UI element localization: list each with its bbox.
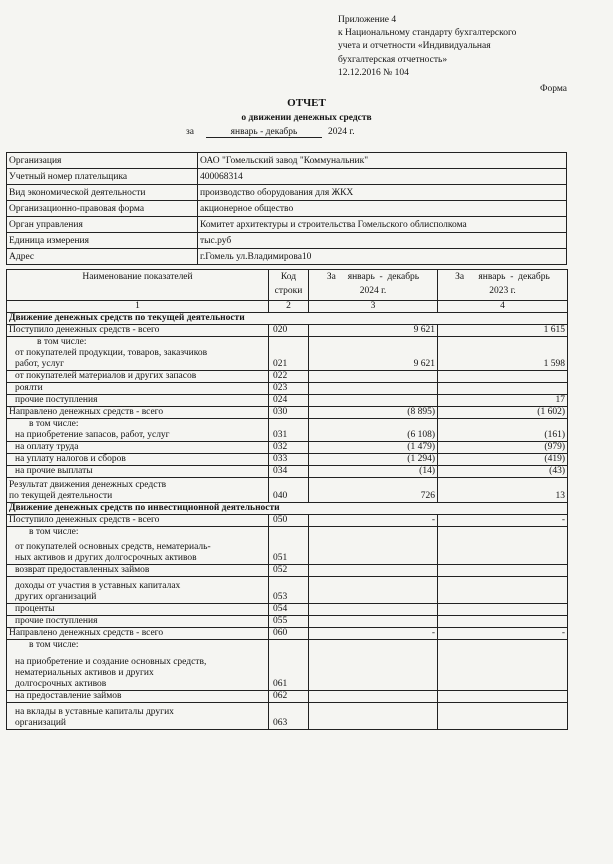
row-code: 031 <box>269 419 309 442</box>
info-row <box>7 169 567 185</box>
row-previous-value: 17 <box>438 395 568 407</box>
row-code: 040 <box>269 478 309 503</box>
column-number: 3 <box>309 301 438 313</box>
table-row <box>7 515 568 527</box>
table-row <box>7 640 568 691</box>
row-current-value <box>309 703 438 730</box>
column-number-row <box>7 301 568 313</box>
row-name-line: ных активов и других долгосрочных активов <box>15 553 197 563</box>
row-code: 051 <box>269 527 309 565</box>
row-name: Направлено денежных средств - всего <box>7 628 269 640</box>
appendix-line: учета и отчетности «Индивидуальная <box>338 41 491 52</box>
row-name <box>7 640 269 691</box>
header-period-line: За январь - декабрь <box>455 272 550 282</box>
row-previous-value <box>438 565 568 577</box>
row-current-value <box>309 383 438 395</box>
row-previous-value <box>438 703 568 730</box>
row-name: на предоставление займов <box>7 691 269 703</box>
table-row <box>7 628 568 640</box>
row-name-line: других организаций <box>15 592 97 602</box>
row-name: прочие поступления <box>7 395 269 407</box>
info-row <box>7 185 567 201</box>
cash-flow-table <box>6 269 568 730</box>
row-current-value: (14) <box>309 466 438 478</box>
row-current-value: - <box>309 515 438 527</box>
row-previous-value <box>438 640 568 691</box>
table-row <box>7 454 568 466</box>
info-label: Орган управления <box>7 217 198 233</box>
table-row <box>7 577 568 604</box>
row-code: 020 <box>269 325 309 337</box>
incl-label: в том числе: <box>29 419 79 429</box>
row-current-value: 726 <box>309 478 438 503</box>
row-previous-value <box>438 527 568 565</box>
row-code: 023 <box>269 383 309 395</box>
row-current-value <box>309 616 438 628</box>
row-previous-value: (43) <box>438 466 568 478</box>
section-title: Движение денежных средств по инвестиционной деятельности <box>7 503 568 515</box>
report-subtitle: о движении денежных средств <box>241 113 372 123</box>
row-name <box>7 703 269 730</box>
row-current-value <box>309 565 438 577</box>
header-current-period <box>309 270 438 301</box>
table-row <box>7 616 568 628</box>
incl-label: в том числе: <box>29 527 79 537</box>
row-previous-value <box>438 383 568 395</box>
row-name-line: на вклады в уставные капиталы других <box>15 707 174 717</box>
info-value: Комитет архитектуры и строительства Гомельского облисполкома <box>198 217 567 233</box>
info-row <box>7 153 567 169</box>
info-label: Вид экономической деятельности <box>7 185 198 201</box>
row-name: роялти <box>7 383 269 395</box>
row-name-line: нематериальных активов и других <box>15 668 154 678</box>
period-year: 2024 г. <box>328 127 355 137</box>
row-current-value <box>309 371 438 383</box>
section-title: Движение денежных средств по текущей деятельности <box>7 313 568 325</box>
row-current-value <box>309 604 438 616</box>
period-prefix: за <box>186 127 194 137</box>
table-row <box>7 419 568 442</box>
table-row <box>7 565 568 577</box>
row-code: 062 <box>269 691 309 703</box>
table-row <box>7 395 568 407</box>
row-current-value <box>309 691 438 703</box>
row-current-value <box>309 527 438 565</box>
row-current-value: (8 895) <box>309 407 438 419</box>
header-previous-period <box>438 270 568 301</box>
row-name-line: доходы от участия в уставных капиталах <box>15 581 181 591</box>
row-name-line: работ, услуг <box>15 359 64 369</box>
info-row <box>7 249 567 265</box>
row-name <box>7 527 269 565</box>
info-label: Адрес <box>7 249 198 265</box>
info-label: Организационно-правовая форма <box>7 201 198 217</box>
organization-info-table <box>6 152 567 265</box>
table-row <box>7 325 568 337</box>
table-row <box>7 703 568 730</box>
row-previous-value: (419) <box>438 454 568 466</box>
row-previous-value <box>438 604 568 616</box>
info-row <box>7 217 567 233</box>
row-current-value: (6 108) <box>309 419 438 442</box>
info-value: ОАО "Гомельский завод "Коммунальник" <box>198 153 567 169</box>
row-name-line: на приобретение и создание основных средств, <box>15 657 207 667</box>
appendix-line: к Национальному стандарту бухгалтерского <box>338 28 517 39</box>
row-previous-value: 1 615 <box>438 325 568 337</box>
row-code: 055 <box>269 616 309 628</box>
row-code: 034 <box>269 466 309 478</box>
info-value: производство оборудования для ЖКХ <box>198 185 567 201</box>
info-value: г.Гомель ул.Владимирова10 <box>198 249 567 265</box>
row-name: возврат предоставленных займов <box>7 565 269 577</box>
table-row <box>7 407 568 419</box>
row-previous-value <box>438 371 568 383</box>
section-header-row <box>7 503 568 515</box>
row-previous-value: - <box>438 628 568 640</box>
appendix-line: 12.12.2016 № 104 <box>338 67 409 78</box>
row-name: от покупателей материалов и других запасов <box>7 371 269 383</box>
row-previous-value: (1 602) <box>438 407 568 419</box>
row-name: на оплату труда <box>7 442 269 454</box>
row-code: 063 <box>269 703 309 730</box>
row-name: на прочие выплаты <box>7 466 269 478</box>
column-number: 4 <box>438 301 568 313</box>
incl-label: в том числе: <box>29 640 79 650</box>
row-previous-value: 1 598 <box>438 337 568 371</box>
row-name <box>7 337 269 371</box>
form-label: Форма <box>540 84 568 94</box>
incl-label: в том числе: <box>37 337 87 347</box>
info-label: Организация <box>7 153 198 169</box>
column-number: 2 <box>269 301 309 313</box>
table-row <box>7 337 568 371</box>
row-code: 053 <box>269 577 309 604</box>
row-current-value: 9 621 <box>309 325 438 337</box>
row-name <box>7 419 269 442</box>
header-code-line: строки <box>274 286 303 296</box>
row-name-line: по текущей деятельности <box>9 491 113 501</box>
info-row <box>7 233 567 249</box>
table-row <box>7 371 568 383</box>
row-current-value <box>309 395 438 407</box>
row-name-line: Результат движения денежных средств <box>9 480 167 490</box>
row-code: 033 <box>269 454 309 466</box>
appendix-line: Приложение 4 <box>338 15 397 25</box>
table-row <box>7 442 568 454</box>
row-name: на уплату налогов и сборов <box>7 454 269 466</box>
row-current-value <box>309 577 438 604</box>
header-period-line: 2023 г. <box>489 286 516 296</box>
table-header-row <box>7 270 568 301</box>
row-code: 054 <box>269 604 309 616</box>
row-name-line: организаций <box>15 718 67 728</box>
row-current-value: (1 479) <box>309 442 438 454</box>
row-code: 032 <box>269 442 309 454</box>
info-value: 400068314 <box>198 169 567 185</box>
table-row <box>7 604 568 616</box>
table-row <box>7 478 568 503</box>
table-row <box>7 383 568 395</box>
row-previous-value <box>438 616 568 628</box>
row-name-line: долгосрочных активов <box>15 679 107 689</box>
row-code: 052 <box>269 565 309 577</box>
header-code-line: Код <box>280 272 297 282</box>
row-current-value: (1 294) <box>309 454 438 466</box>
row-name-line: от покупателей основных средств, нематериаль- <box>15 542 211 552</box>
header-period-line: За январь - декабрь <box>326 272 420 282</box>
info-row <box>7 201 567 217</box>
column-number: 1 <box>7 301 269 313</box>
table-row <box>7 466 568 478</box>
row-name: Поступило денежных средств - всего <box>7 515 269 527</box>
row-code: 022 <box>269 371 309 383</box>
row-code: 050 <box>269 515 309 527</box>
row-name: проценты <box>7 604 269 616</box>
row-name <box>7 478 269 503</box>
row-code: 061 <box>269 640 309 691</box>
row-previous-value: (979) <box>438 442 568 454</box>
header-name: Наименование показателей <box>7 270 269 301</box>
appendix-line: бухгалтерская отчетность» <box>338 54 448 65</box>
info-label: Единица измерения <box>7 233 198 249</box>
row-name-line: от покупателей продукции, товаров, заказчиков <box>15 348 208 358</box>
info-label: Учетный номер плательщика <box>7 169 198 185</box>
appendix-note <box>338 14 516 80</box>
row-name: прочие поступления <box>7 616 269 628</box>
row-previous-value <box>438 577 568 604</box>
row-code: 024 <box>269 395 309 407</box>
row-code: 060 <box>269 628 309 640</box>
row-previous-value: - <box>438 515 568 527</box>
table-row <box>7 691 568 703</box>
report-title: ОТЧЕТ <box>287 97 326 109</box>
row-current-value <box>309 640 438 691</box>
report-period <box>186 127 355 138</box>
row-name: Поступило денежных средств - всего <box>7 325 269 337</box>
row-previous-value: 13 <box>438 478 568 503</box>
section-header-row <box>7 313 568 325</box>
info-value: акционерное общество <box>198 201 567 217</box>
info-value: тыс.руб <box>198 233 567 249</box>
header-code <box>269 270 309 301</box>
row-current-value: 9 621 <box>309 337 438 371</box>
row-previous-value: (161) <box>438 419 568 442</box>
table-row <box>7 527 568 565</box>
row-name: Направлено денежных средств - всего <box>7 407 269 419</box>
row-previous-value <box>438 691 568 703</box>
row-current-value: - <box>309 628 438 640</box>
period-months: январь - декабрь <box>206 127 322 138</box>
header-period-line: 2024 г. <box>359 286 387 296</box>
row-code: 030 <box>269 407 309 419</box>
row-name <box>7 577 269 604</box>
row-code: 021 <box>269 337 309 371</box>
row-name-line: на приобретение запасов, работ, услуг <box>15 430 170 440</box>
